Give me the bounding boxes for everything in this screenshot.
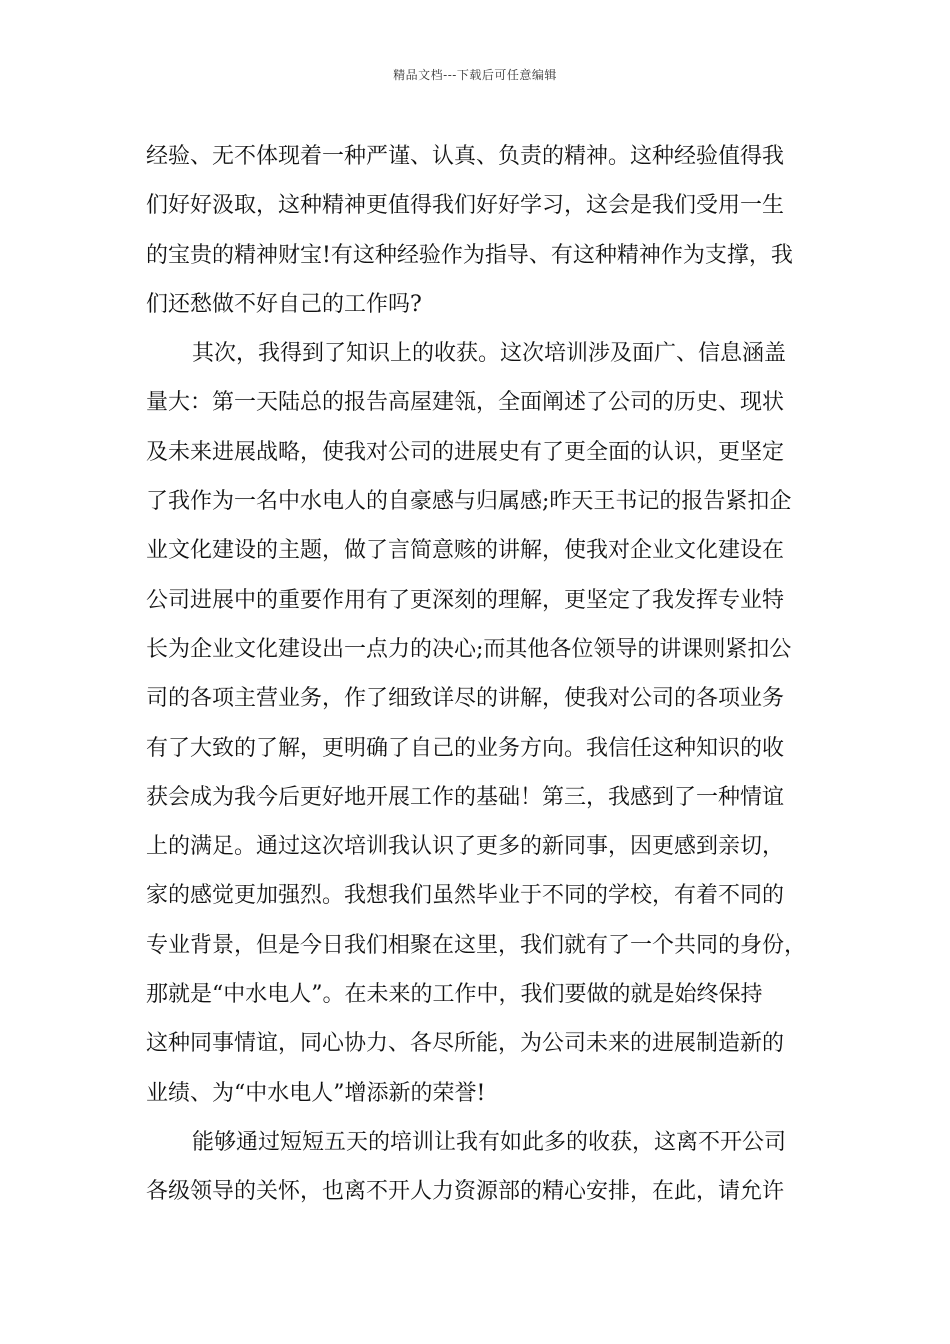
document-body [146,132,826,1217]
text-line: 各级领导的关怀，也离不开人力资源部的精心安排，在此，请允许 [146,1179,785,1205]
text-line: 那就是“中水电人”。在未来的工作中，我们要做的就是始终保持 [146,982,763,1008]
text-line: 们还愁做不好自己的工作吗? [146,291,422,317]
text-line: 长为企业文化建设出一点力的决心;而其他各位领导的讲课则紧扣公 [146,636,792,662]
text-line: 业文化建设的主题，做了言简意赅的讲解，使我对企业文化建设在 [146,538,785,564]
text-line: 家的感觉更加强烈。我想我们虽然毕业于不同的学校，有着不同的 [146,883,785,909]
text-line: 业绩、为“中水电人”增添新的荣誉! [146,1080,486,1106]
text-line: 们好好汲取，这种精神更值得我们好好学习，这会是我们受用一生 [146,193,785,219]
page-header: 精品文档---下载后可任意编辑 [393,68,557,82]
text-line: 的宝贵的精神财宝!有这种经验作为指导、有这种精神作为支撑，我 [146,242,793,268]
text-line: 经验、无不体现着一种严谨、认真、负责的精神。这种经验值得我 [146,144,785,169]
text-line: 了我作为一名中水电人的自豪感与归属感;昨天王书记的报告紧扣企 [146,489,792,515]
text-line: 量大：第一天陆总的报告高屋建瓴，全面阐述了公司的历史、现状 [146,390,785,416]
text-line: 这种同事情谊，同心协力、各尽所能，为公司未来的进展制造新的 [146,1031,785,1057]
text-line: 公司进展中的重要作用有了更深刻的理解，更坚定了我发挥专业特 [146,587,785,613]
text-line: 专业背景，但是今日我们相聚在这里，我们就有了一个共同的身份， [146,932,807,958]
paragraph-first-line: 能够通过短短五天的培训让我有如此多的收获，这离不开公司 [192,1129,787,1155]
text-line: 获会成为我今后更好地开展工作的基础！第三，我感到了一种情谊 [146,784,785,810]
text-line: 司的各项主营业务，作了细致详尽的讲解，使我对公司的各项业务 [146,686,785,712]
paragraph-first-line: 其次，我得到了知识上的收获。这次培训涉及面广、信息涵盖 [192,341,787,367]
text-line: 及未来进展战略，使我对公司的进展史有了更全面的认识，更坚定 [146,439,785,465]
text-line: 上的满足。通过这次培训我认识了更多的新同事，因更感到亲切， [146,834,785,860]
text-line: 有了大致的了解，更明确了自己的业务方向。我信任这种知识的收 [146,735,785,761]
